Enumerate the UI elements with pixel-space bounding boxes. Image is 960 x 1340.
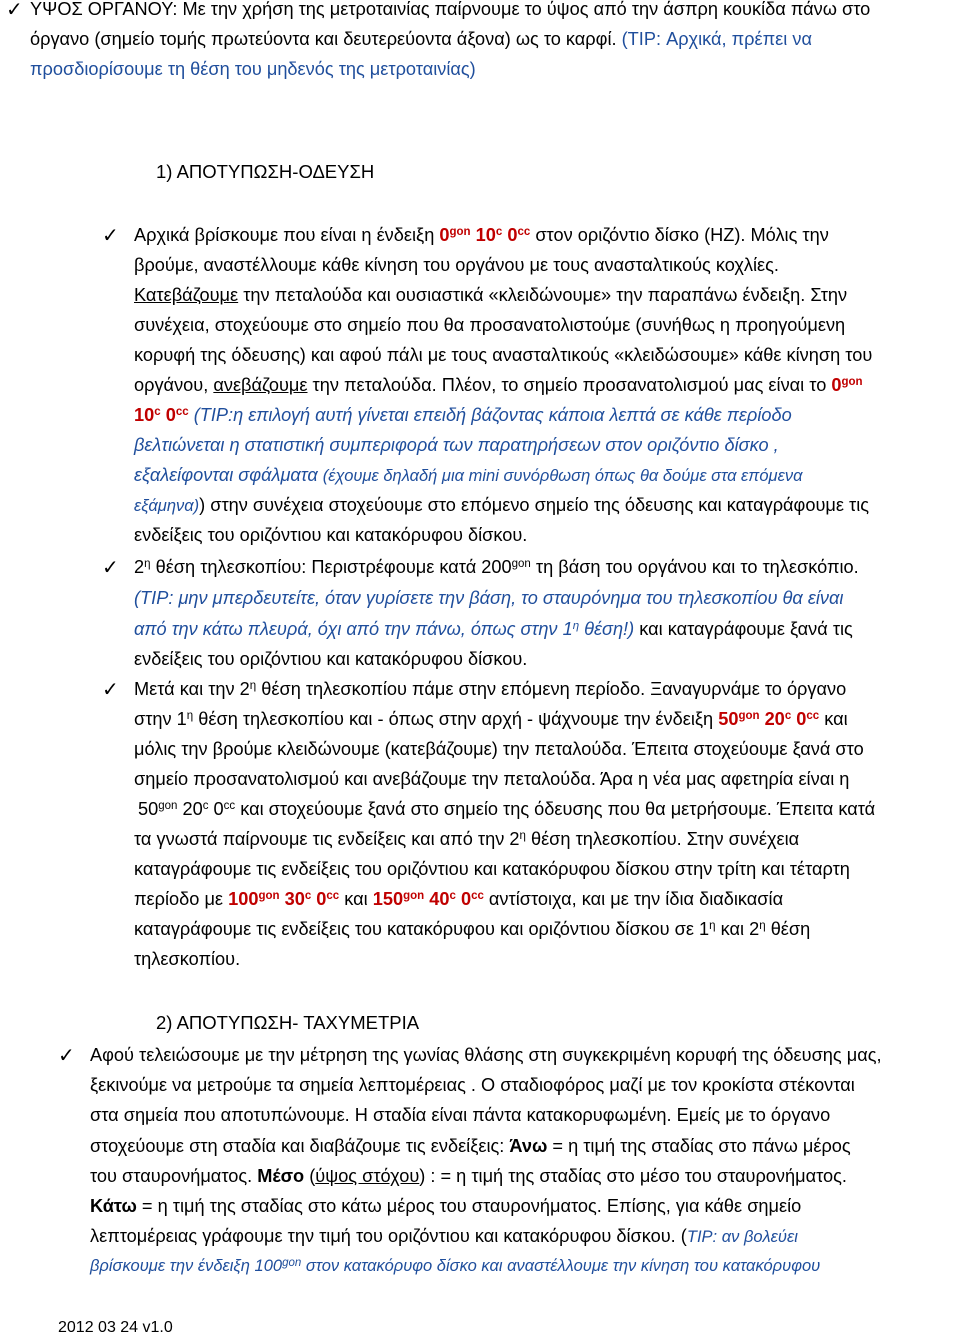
s2-line-3: στα σημεία που αποτυπώνουμε. Η σταδία είναι πάντα κατακορυφωμένη. Εμείς με το όργανο xyxy=(90,1105,831,1125)
unit: c xyxy=(784,710,792,722)
intro-tip: (TIP: Αρχικά, πρέπει να xyxy=(621,29,812,49)
text: θέση τηλεσκοπίου πάμε στην επόμενη περίοδο. Ξαναγυρνάμε το όργανο xyxy=(256,679,847,699)
value: 0 xyxy=(791,709,807,729)
b1-line-2: βρούμε, αναστέλλουμε κάθε κίνηση του οργάνου με τους ανασταλτικούς κοχλίες. xyxy=(134,255,779,275)
ordinal: η xyxy=(572,620,580,632)
value: 50 xyxy=(718,709,739,729)
value: 0 xyxy=(455,889,472,909)
unit: gon xyxy=(403,890,425,902)
value: 20 xyxy=(759,709,785,729)
ordinal: η xyxy=(519,830,526,842)
text: του σταυρονήματος. xyxy=(90,1166,258,1186)
unit: cc xyxy=(175,406,189,418)
b2-line-1 xyxy=(134,552,859,582)
value: 0 xyxy=(439,225,450,245)
unit: gon xyxy=(258,890,280,902)
text: την πεταλούδα. Πλέον, το σημείο προσανατολισμού μας είναι το xyxy=(307,375,832,395)
value: 50 xyxy=(138,799,159,819)
text: Αρχικά βρίσκουμε που είναι η ένδειξη xyxy=(134,225,440,245)
ordinal: η xyxy=(249,680,257,692)
text: ( xyxy=(304,1166,316,1186)
text: στον οριζόντιο δίσκο (HZ). Μόλις την xyxy=(530,225,829,245)
text: Μετά και την 2 xyxy=(134,679,250,699)
unit: c xyxy=(154,406,161,418)
unit: cc xyxy=(326,890,340,902)
checkmark-icon: ✓ xyxy=(6,0,23,21)
b1-line-8: βελτιώνεται η στατιστική συμπεριφορά των παρατηρήσεων στον οριζόντιο δίσκο , xyxy=(134,435,779,455)
b1-line-11: ενδείξεις του οριζόντιου και κατακόρυφου δίσκου. xyxy=(134,525,528,545)
tip-text: εξαλείφονται σφάλματα xyxy=(134,465,323,485)
text: οργάνου, xyxy=(134,375,214,395)
text: τη βάση του οργάνου και το τηλεσκόπιο. xyxy=(530,557,859,577)
intro-line-3: προσδιορίσουμε τη θέση του μηδενός της μετροταινίας) xyxy=(30,59,476,79)
unit: cc xyxy=(471,890,484,902)
b3-line-7: καταγράφουμε τις ενδείξεις του οριζόντιου και κατακόρυφου δίσκου στην τρίτη και τέταρτη xyxy=(134,859,850,879)
value: 150 xyxy=(372,889,404,909)
b3-line-9 xyxy=(134,914,810,944)
footer-version: 2012 03 24 v1.0 xyxy=(58,1319,173,1336)
unit: cc xyxy=(223,800,236,812)
text: και xyxy=(339,889,373,909)
value: 10 xyxy=(475,225,496,245)
text: και xyxy=(819,709,848,729)
text: τα γνωστά παίρνουμε τις ενδείξεις και από την 2 xyxy=(134,829,520,849)
unit: gon xyxy=(282,1257,302,1269)
intro-line-1: ΥΨΟΣ ΟΡΓΑΝΟΥ: Με την χρήση της μετροταινίας παίρνουμε το ύψος από την άσπρη κουκίδα πάνω στο xyxy=(30,0,871,19)
value: 20 xyxy=(177,799,203,819)
ordinal: η xyxy=(144,558,151,570)
b1-line-4: συνέχεια, στοχεύουμε στο σημείο που θα προσανατολιστούμε (συνήθως η προηγούμενη xyxy=(134,315,846,335)
s2-line-5 xyxy=(90,1161,847,1191)
b1-line-3 xyxy=(134,280,847,310)
unit: cc xyxy=(517,226,531,238)
text: στην 1 xyxy=(134,709,187,729)
unit: gon xyxy=(158,800,178,812)
b3-line-10: τηλεσκοπίου. xyxy=(134,949,241,969)
intro-line-2 xyxy=(30,24,812,54)
text: αντίστοιχα, και με την ίδια διαδικασία xyxy=(483,889,784,909)
b3-line-8 xyxy=(134,884,783,914)
value: 100 xyxy=(228,889,259,909)
text: την πεταλούδα και ουσιαστικά «κλειδώνουμε» την παραπάνω ένδειξη. Στην xyxy=(238,285,848,305)
s2-line-2: ξεκινούμε να μετρούμε τα σημεία λεπτομέρειας . Ο σταδιοφόρος μαζί με τον κροκίστα στέκονται xyxy=(90,1075,855,1095)
section-2-heading: 2) ΑΠΟΤΥΠΩΣΗ- ΤΑΧΥΜΕΤΡΙΑ xyxy=(156,1012,420,1033)
unit: c xyxy=(449,890,456,902)
bold-term: Κάτω xyxy=(90,1196,137,1216)
unit: c xyxy=(304,890,312,902)
b3-line-1 xyxy=(134,674,846,704)
value: 30 xyxy=(279,889,305,909)
unit: gon xyxy=(511,558,531,570)
checkmark-icon: ✓ xyxy=(102,677,119,701)
tip-text: TIP: αν βολεύει xyxy=(686,1228,798,1246)
s2-line-8 xyxy=(90,1251,820,1281)
ordinal: η xyxy=(186,710,194,722)
b2-line-3 xyxy=(134,614,853,644)
value: 0 xyxy=(208,799,224,819)
unit: cc xyxy=(806,710,820,722)
text: περίοδο με xyxy=(134,889,229,909)
b1-line-9 xyxy=(134,460,803,490)
text: και στοχεύουμε ξανά στο σημείο της όδευσης που θα μετρήσουμε. Έπειτα κατά xyxy=(235,799,876,819)
bold-term: Άνω xyxy=(509,1136,548,1156)
value: 0 xyxy=(507,225,518,245)
s2-line-4 xyxy=(90,1131,851,1161)
text: θέση τηλεσκοπίου. Στην συνέχεια xyxy=(525,829,800,849)
b1-line-5: κορυφή της όδευσης) και αφού πάλι με τους ανασταλτικούς «κλειδώσουμε» κάθε κίνηση του xyxy=(134,345,873,365)
text: και καταγράφουμε ξανά τις xyxy=(634,619,853,639)
unit: c xyxy=(202,800,209,812)
value: 40 xyxy=(424,889,450,909)
tip-text: στον κατακόρυφο δίσκο και αναστέλλουμε την κίνηση του κατακόρυφου xyxy=(301,1257,821,1275)
ordinal: η xyxy=(759,920,766,932)
intro-text: όργανο (σημείο τομής πρωτεύοντα και δευτερεύοντα άξονα) ως το καρφί. xyxy=(30,29,622,49)
s2-line-1: Αφού τελειώσουμε με την μέτρηση της γωνίας θλάσης στη συγκεκριμένη κορυφή της όδευσης μας, xyxy=(90,1045,882,1065)
text: και 2 xyxy=(715,919,760,939)
tip-text: βρίσκουμε την ένδειξη 100 xyxy=(90,1257,283,1275)
text: θέση τηλεσκοπίου και - όπως στην αρχή - ψάχνουμε την ένδειξη xyxy=(193,709,719,729)
b3-line-6 xyxy=(134,824,799,854)
tip-text: (έχουμε δηλαδή μια mini συνόρθωση όπως θα δούμε στα επόμενα xyxy=(322,467,803,485)
underlined-text: Κατεβάζουμε xyxy=(134,285,239,305)
bold-term: Μέσο xyxy=(257,1166,305,1186)
checkmark-icon: ✓ xyxy=(102,223,119,247)
text: καταγράφουμε τις ενδείξεις του κατακόρυφου και οριζόντιου δίσκου σε 1 xyxy=(134,919,710,939)
value: 0 xyxy=(165,405,176,425)
b1-line-1 xyxy=(134,220,829,250)
text: 2 xyxy=(134,557,145,577)
unit: gon xyxy=(449,226,471,238)
text: θέση τηλεσκοπίου: Περιστρέφουμε κατά 200 xyxy=(150,557,512,577)
s2-line-7 xyxy=(90,1221,798,1251)
value: 0 xyxy=(311,889,327,909)
text: ) : = η τιμή της σταδίας στο μέσο του σταυρονήματος. xyxy=(419,1166,847,1186)
b1-line-6 xyxy=(134,370,863,400)
unit: c xyxy=(495,226,503,238)
b3-line-3: μόλις την βρούμε κλειδώνουμε (κατεβάζουμε) την πεταλούδα. Έπειτα στοχεύουμε ξανά στο xyxy=(134,739,864,759)
s2-line-6 xyxy=(90,1191,801,1221)
checkmark-icon: ✓ xyxy=(102,555,119,579)
underlined-text: ανεβάζουμε xyxy=(213,375,308,395)
b3-line-5 xyxy=(138,794,875,824)
unit: gon xyxy=(841,376,863,388)
text: λεπτομέρειας γράφουμε την τιμή του οριζόντιου και κατακόρυφου δίσκου. ( xyxy=(90,1226,687,1246)
tip-text: από την κάτω πλευρά, όχι από την πάνω, όπως στην 1 xyxy=(134,619,573,639)
ordinal: η xyxy=(709,920,716,932)
b2-line-2: (TIP: μην μπερδευτείτε, όταν γυρίσετε την βάση, το σταυρόνημα του τηλεσκοπίου θα είναι xyxy=(134,588,844,608)
tip-text: θέση!) xyxy=(579,619,635,639)
text: ) στην συνέχεια στοχεύουμε στο επόμενο σημείο της όδευσης και καταγράφουμε τις xyxy=(199,495,870,515)
text: = η τιμή της σταδίας στο πάνω μέρος xyxy=(547,1136,851,1156)
text: = η τιμή της σταδίας στο κάτω μέρος του σταυρονήματος. Επίσης, για κάθε σημείο xyxy=(136,1196,802,1216)
section-1-heading: 1) ΑΠΟΤΥΠΩΣΗ-ΟΔΕΥΣΗ xyxy=(156,161,375,182)
b3-line-4: σημείο προσανατολισμού και ανεβάζουμε την πεταλούδα. Άρα η νέα μας αφετηρία είναι η xyxy=(134,769,850,789)
tip-text: εξάμηνα) xyxy=(134,497,200,515)
underlined-text: ύψος στόχου xyxy=(315,1166,420,1186)
text: στοχεύουμε στη σταδία και διαβάζουμε τις ενδείξεις: xyxy=(90,1136,510,1156)
text: θέση xyxy=(765,919,811,939)
b1-line-10 xyxy=(134,490,869,520)
tip-text: (TIP:η επιλογή αυτή γίνεται επειδή βάζοντας κάποια λεπτά σε κάθε περίοδο xyxy=(193,405,792,425)
b1-line-7 xyxy=(134,400,792,430)
unit: gon xyxy=(738,710,760,722)
b2-line-4: ενδείξεις του οριζόντιου και κατακόρυφου δίσκου. xyxy=(134,649,528,669)
value: 0 xyxy=(831,375,842,395)
value: 10 xyxy=(134,405,155,425)
b3-line-2 xyxy=(134,704,848,734)
checkmark-icon: ✓ xyxy=(58,1043,75,1067)
